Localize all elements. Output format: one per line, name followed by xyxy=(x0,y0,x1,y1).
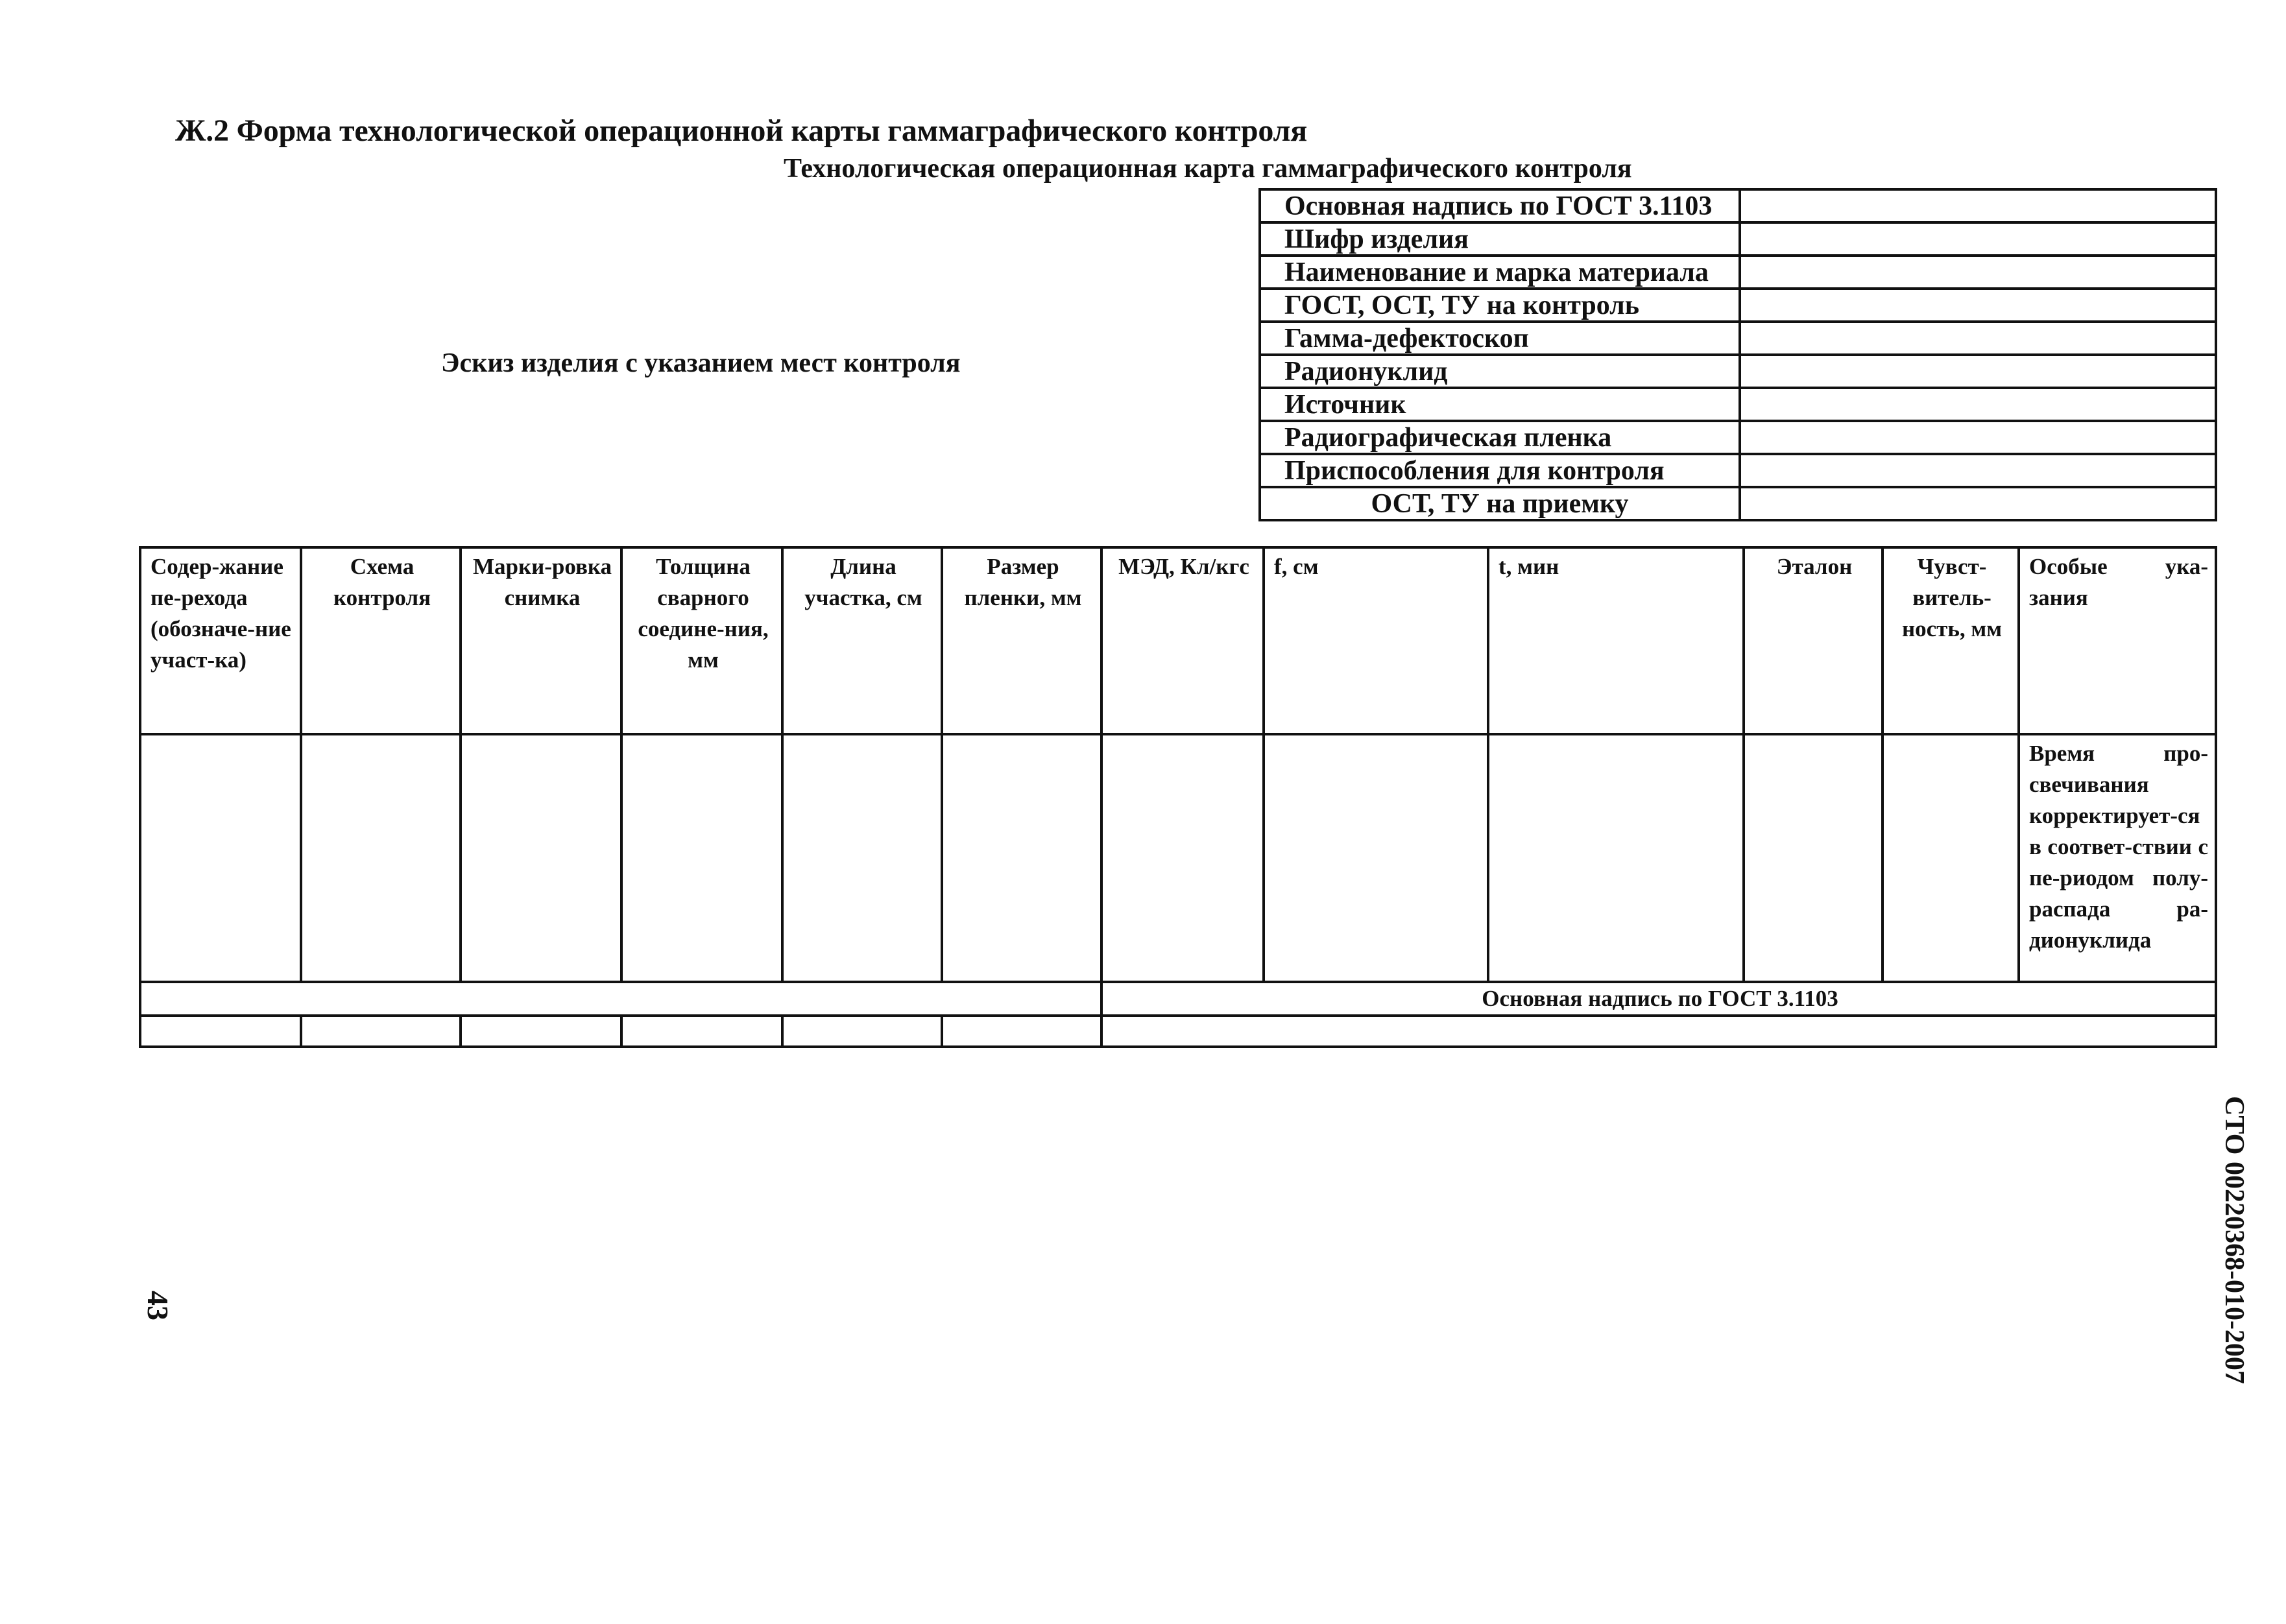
table-row xyxy=(140,734,2216,982)
table-cell xyxy=(140,1016,301,1047)
footer-row xyxy=(140,982,2216,1016)
header-label: Радионуклид xyxy=(1260,355,1740,388)
header-label: ГОСТ, ОСТ, ТУ на контроль xyxy=(1260,289,1740,322)
header-value xyxy=(1740,189,2216,222)
table-cell xyxy=(1101,734,1264,982)
col-image-marking: Марки-ровка снимка xyxy=(461,547,621,734)
header-row xyxy=(1260,289,2216,322)
table-cell xyxy=(621,734,782,982)
table-cell xyxy=(1264,734,1488,982)
table-cell xyxy=(1883,734,2019,982)
col-standard: Эталон xyxy=(1744,547,1883,734)
col-weld-thickness: Толщина сварного соедине-ния, мм xyxy=(621,547,782,734)
header-table xyxy=(1258,188,2217,521)
header-label: Шифр изделия xyxy=(1260,222,1740,256)
col-control-scheme: Схема контроля xyxy=(301,547,461,734)
table-cell xyxy=(942,734,1101,982)
header-label: ОСТ, ТУ на приемку xyxy=(1260,487,1740,520)
header-value xyxy=(1740,222,2216,256)
header-row xyxy=(1260,487,2216,520)
header-label: Гамма-дефектоскоп xyxy=(1260,322,1740,355)
col-transition-content: Содер-жание пе-рехода (обозначе-ние участ-ка) xyxy=(140,547,301,734)
col-dose-rate: МЭД, Кл/кгс xyxy=(1101,547,1264,734)
col-distance: f, см xyxy=(1264,547,1488,734)
header-row xyxy=(1260,454,2216,487)
col-film-size: Размер пленки, мм xyxy=(942,547,1101,734)
header-value xyxy=(1740,454,2216,487)
header-value xyxy=(1740,256,2216,289)
header-row xyxy=(1260,189,2216,222)
col-special-notes: Особые ука-зания xyxy=(2019,547,2216,734)
header-label: Основная надпись по ГОСТ 3.1103 xyxy=(1260,189,1740,222)
col-time: t, мин xyxy=(1488,547,1744,734)
table-cell xyxy=(301,734,461,982)
header-row xyxy=(1260,222,2216,256)
table-cell xyxy=(301,1016,461,1047)
header-row xyxy=(1260,256,2216,289)
header-label: Наименование и марка материала xyxy=(1260,256,1740,289)
table-cell xyxy=(1744,734,1883,982)
section-heading: Ж.2 Форма технологической операционной карты гаммаграфического контроля xyxy=(175,113,1307,148)
table-cell xyxy=(461,734,621,982)
card-title: Технологическая операционная карта гаммаграфического контроля xyxy=(784,154,1632,184)
header-value xyxy=(1740,355,2216,388)
column-header-row xyxy=(140,547,2216,734)
header-value xyxy=(1740,487,2216,520)
header-label: Источник xyxy=(1260,388,1740,421)
col-sensitivity: Чувст-витель-ность, мм xyxy=(1883,547,2019,734)
footer-stamp: Основная надпись по ГОСТ 3.1103 xyxy=(1101,982,2216,1016)
table-cell xyxy=(782,734,942,982)
table-cell xyxy=(140,734,301,982)
header-value xyxy=(1740,322,2216,355)
header-value xyxy=(1740,388,2216,421)
footer-row xyxy=(140,1016,2216,1047)
document-code: СТО 00220368-010-2007 xyxy=(2219,1096,2249,1384)
page-number: 43 xyxy=(141,1291,174,1320)
special-note-cell: Время про-свечивания корректирует-ся в соответ-ствии с пе-риодом полу-распада ра-дионуклида xyxy=(2019,734,2216,982)
header-value xyxy=(1740,421,2216,454)
col-section-length: Длина участка, см xyxy=(782,547,942,734)
table-cell xyxy=(1101,1016,2216,1047)
header-row xyxy=(1260,322,2216,355)
header-row xyxy=(1260,421,2216,454)
table-cell xyxy=(621,1016,782,1047)
header-row xyxy=(1260,355,2216,388)
table-cell xyxy=(1488,734,1744,982)
header-label: Приспособления для контроля xyxy=(1260,454,1740,487)
sketch-label: Эскиз изделия с указанием мест контроля xyxy=(441,348,961,378)
table-cell xyxy=(782,1016,942,1047)
footer-empty-cell xyxy=(140,982,1101,1016)
table-cell xyxy=(942,1016,1101,1047)
table-cell xyxy=(461,1016,621,1047)
operation-table xyxy=(139,546,2217,1048)
header-row xyxy=(1260,388,2216,421)
header-value xyxy=(1740,289,2216,322)
header-label: Радиографическая пленка xyxy=(1260,421,1740,454)
